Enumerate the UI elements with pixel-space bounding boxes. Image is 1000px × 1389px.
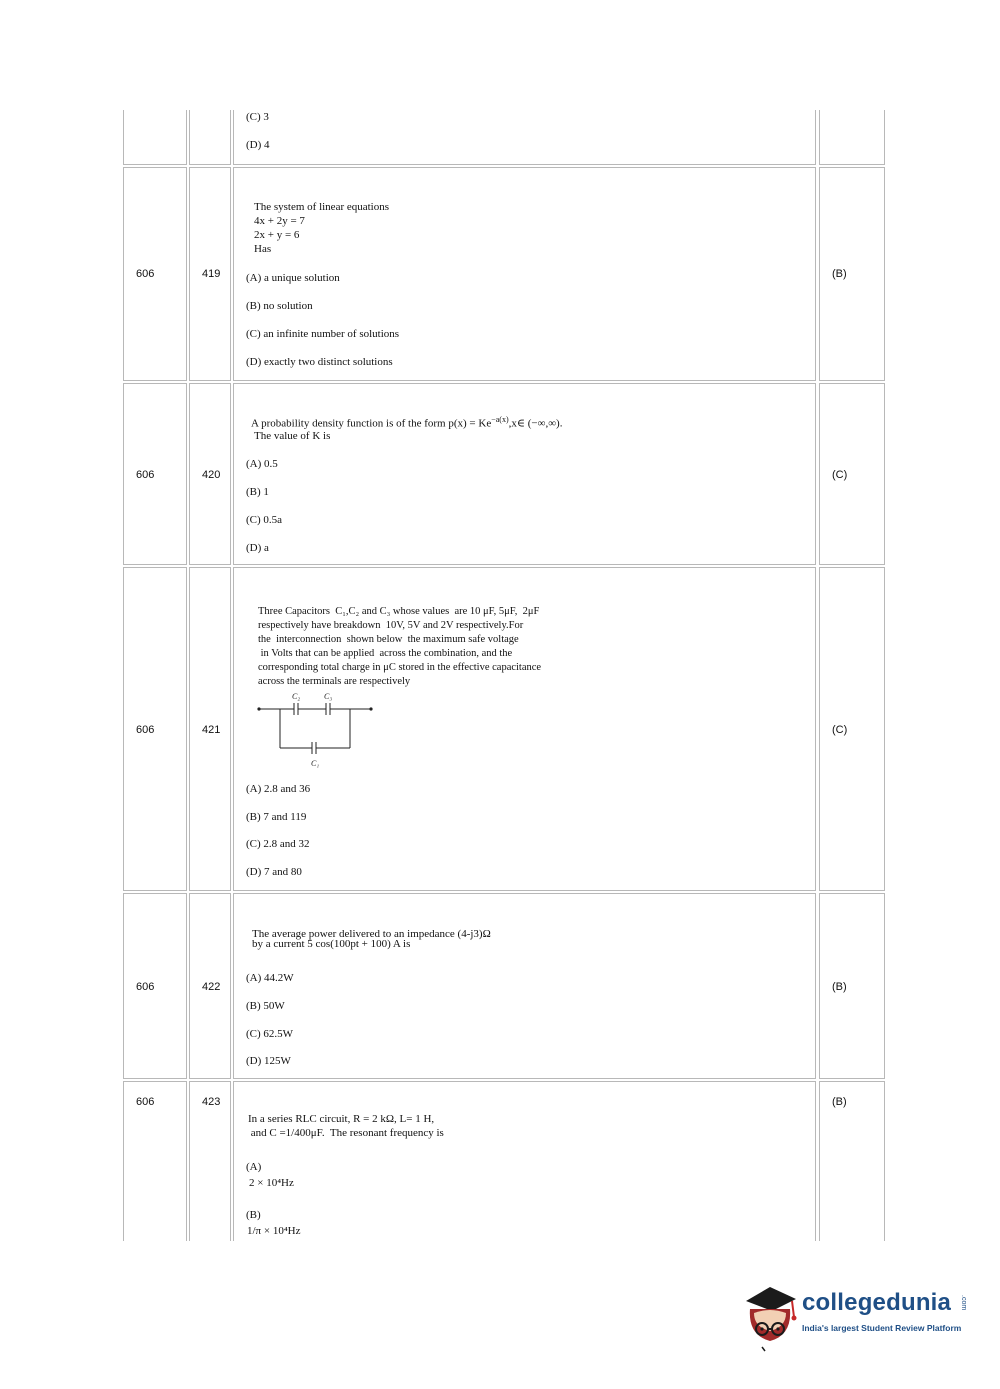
option-c: (C) 2.8 and 32 [246, 838, 310, 850]
option-a: (A) 44.2W [246, 972, 294, 984]
question-number: 420 [202, 469, 221, 481]
option-b: (B) 50W [246, 1000, 285, 1012]
option-c: (C) an infinite number of solutions [246, 328, 400, 340]
question-number: 422 [202, 981, 221, 993]
table-row [123, 383, 885, 565]
question-cell [233, 893, 816, 1079]
option-d: (D) a [246, 542, 269, 554]
table-row [123, 1081, 885, 1241]
question-cell [233, 167, 816, 381]
option-a: (A) 0.5 [246, 458, 278, 470]
answer-key: (C) [832, 469, 848, 481]
question-text-line2: The value of K is [254, 430, 331, 442]
brand-name: collegedunia [802, 1289, 952, 1316]
option-b: (B) 1/π × 10⁴Hz [246, 1209, 301, 1237]
subject-code: 606 [136, 1096, 155, 1108]
table-row [123, 167, 885, 381]
option-d: (D) 4 [246, 139, 270, 151]
label-c3: C₃ [324, 692, 333, 701]
question-text: The system of linear equations 4x + 2y = 7 2x + y = 6 Has [254, 201, 390, 255]
answer-key: (C) [832, 724, 848, 736]
option-b: (B) 7 and 119 [246, 811, 307, 823]
answer-key: (B) [832, 981, 847, 993]
question-cell [233, 383, 816, 565]
question-number: 423 [202, 1096, 221, 1108]
label-c1: C₁ [311, 759, 320, 768]
subject-code: 606 [136, 981, 155, 993]
question-text: The average power delivered to an impedance (4-j3)Ω by a current 5 cos(100pt + 100) A is [252, 928, 491, 950]
mascot-icon [740, 1283, 802, 1355]
question-text: Three Capacitors C₁,C₂ and C₃ whose values are 10 μF, 5μF, 2μF respectively have breakdown 10V, 5V and 2V respectively.For the interconnection shown below the maximum safe voltage in Volts that can be applied across the combination, and the corresponding total charge in μC stored in the effective capacitance across the terminals are respectively [258, 606, 542, 687]
option-d: (D) 7 and 80 [246, 866, 302, 878]
subject-code: 606 [136, 724, 155, 736]
capacitor-circuit-diagram [254, 690, 384, 770]
brand-tagline: India's largest Student Review Platform [802, 1323, 962, 1333]
answer-key: (B) [832, 268, 847, 280]
option-a: (A) a unique solution [246, 272, 340, 284]
option-a: (A) 2.8 and 36 [246, 783, 311, 795]
option-b: (B) 1 [246, 486, 269, 498]
question-cell [233, 1081, 816, 1241]
subject-code: 606 [136, 268, 155, 280]
table-row [123, 567, 885, 891]
question-cell [233, 110, 816, 165]
question-text: In a series RLC circuit, R = 2 kΩ, L= 1 H, and C =1/400μF. The resonant frequency is [248, 1113, 444, 1139]
table-row [123, 893, 885, 1079]
option-a: (A) 2 × 10⁴Hz [246, 1161, 294, 1189]
collegedunia-logo [740, 1283, 970, 1355]
option-c: (C) 3 [246, 111, 269, 123]
option-c: (C) 62.5W [246, 1028, 294, 1040]
question-number: 419 [202, 268, 221, 280]
question-number: 421 [202, 724, 221, 736]
table-row [123, 110, 885, 165]
answer-key: (B) [832, 1096, 847, 1108]
option-d: (D) exactly two distinct solutions [246, 356, 393, 368]
option-d: (D) 125W [246, 1055, 291, 1067]
brand-domain: .com [960, 1295, 967, 1311]
subject-code: 606 [136, 469, 155, 481]
option-b: (B) no solution [246, 300, 313, 312]
question-text: A probability density function is of the form $p(x) = Ke^{-a(x)},x\in$ (−∞,∞). [251, 415, 563, 430]
question-cell [233, 567, 816, 891]
option-c: (C) 0.5a [246, 514, 283, 526]
label-c2: C₂ [292, 692, 301, 701]
